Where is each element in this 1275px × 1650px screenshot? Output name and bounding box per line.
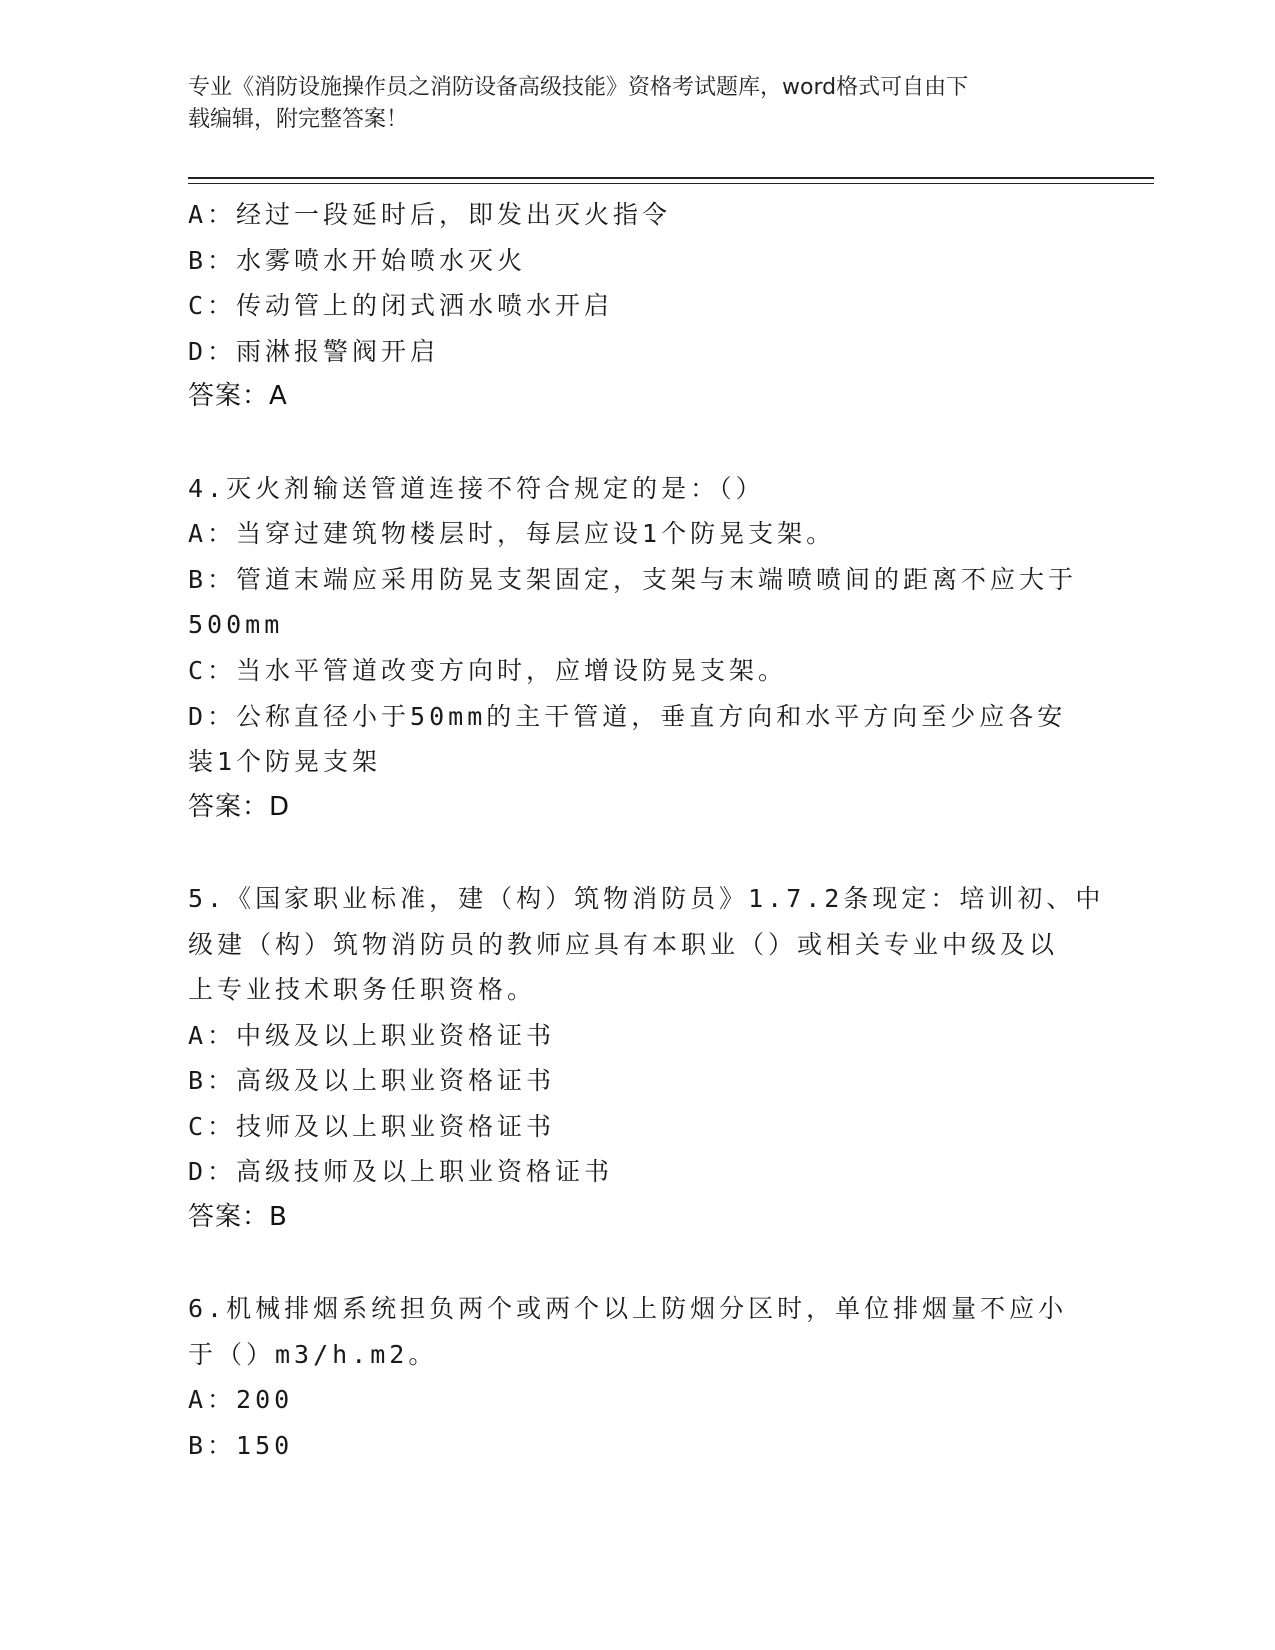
option-a: A：经过一段延时后，即发出灭火指令 [188, 200, 672, 229]
answer: 答案：A [188, 381, 288, 412]
header-divider [188, 177, 1154, 184]
option-d-continued: 装1个防晃支架 [188, 747, 382, 777]
question-text: 6.机械排烟系统担负两个或两个以上防烟分区时，单位排烟量不应小 [188, 1294, 1068, 1324]
spacer [188, 1241, 1088, 1287]
option-c: C：当水平管道改变方向时，应增设防晃支架。 [188, 655, 788, 685]
option-d: D：高级技师及以上职业资格证书 [188, 1157, 614, 1187]
question-content [188, 192, 1105, 1469]
option-b: B：150 [188, 1431, 294, 1461]
spacer [188, 420, 1088, 466]
spacer [188, 830, 1088, 876]
option-c: C：技师及以上职业资格证书 [188, 1111, 556, 1141]
question-text-continued: 于（）m3/h.m2。 [188, 1339, 438, 1369]
question-3 [188, 192, 1088, 420]
question-text-continued: 级建（构）筑物消防员的教师应具有本职业（）或相关专业中级及以 [188, 929, 1059, 959]
option-b: B：管道末端应采用防晃支架固定，支架与末端喷喷间的距离不应大于 [188, 564, 1078, 594]
option-d: D：公称直径小于50mm的主干管道，垂直方向和水平方向至少应各安 [188, 701, 1067, 731]
question-6 [188, 1286, 1088, 1468]
question-5 [188, 876, 1105, 1241]
answer: 答案：B [188, 1202, 288, 1233]
question-text: 4.灭火剂输送管道连接不符合规定的是：（） [188, 473, 765, 503]
question-text: 5.《国家职业标准，建（构）筑物消防员》1.7.2条现定：培训初、中 [188, 883, 1105, 913]
option-b-continued: 500mm [188, 610, 284, 640]
document-header [188, 72, 1088, 136]
option-a: A：当穿过建筑物楼层时，每层应设1个防晃支架。 [188, 519, 836, 549]
option-c: C：传动管上的闭式洒水喷水开启 [188, 291, 614, 321]
question-text-continued: 上专业技术职务任职资格。 [188, 975, 537, 1005]
header-line-1: 专业《消防设施操作员之消防设备高级技能》资格考试题库，word格式可自由下 [188, 75, 969, 100]
option-b: B：高级及以上职业资格证书 [188, 1066, 556, 1096]
option-b: B：水雾喷水开始喷水灭火 [188, 245, 527, 275]
option-a: A：200 [188, 1385, 294, 1415]
header-line-2: 载编辑，附完整答案！ [188, 107, 409, 132]
option-a: A：中级及以上职业资格证书 [188, 1020, 556, 1050]
question-4 [188, 466, 1088, 831]
option-d: D：雨淋报警阀开启 [188, 336, 440, 366]
answer: 答案：D [188, 791, 291, 822]
